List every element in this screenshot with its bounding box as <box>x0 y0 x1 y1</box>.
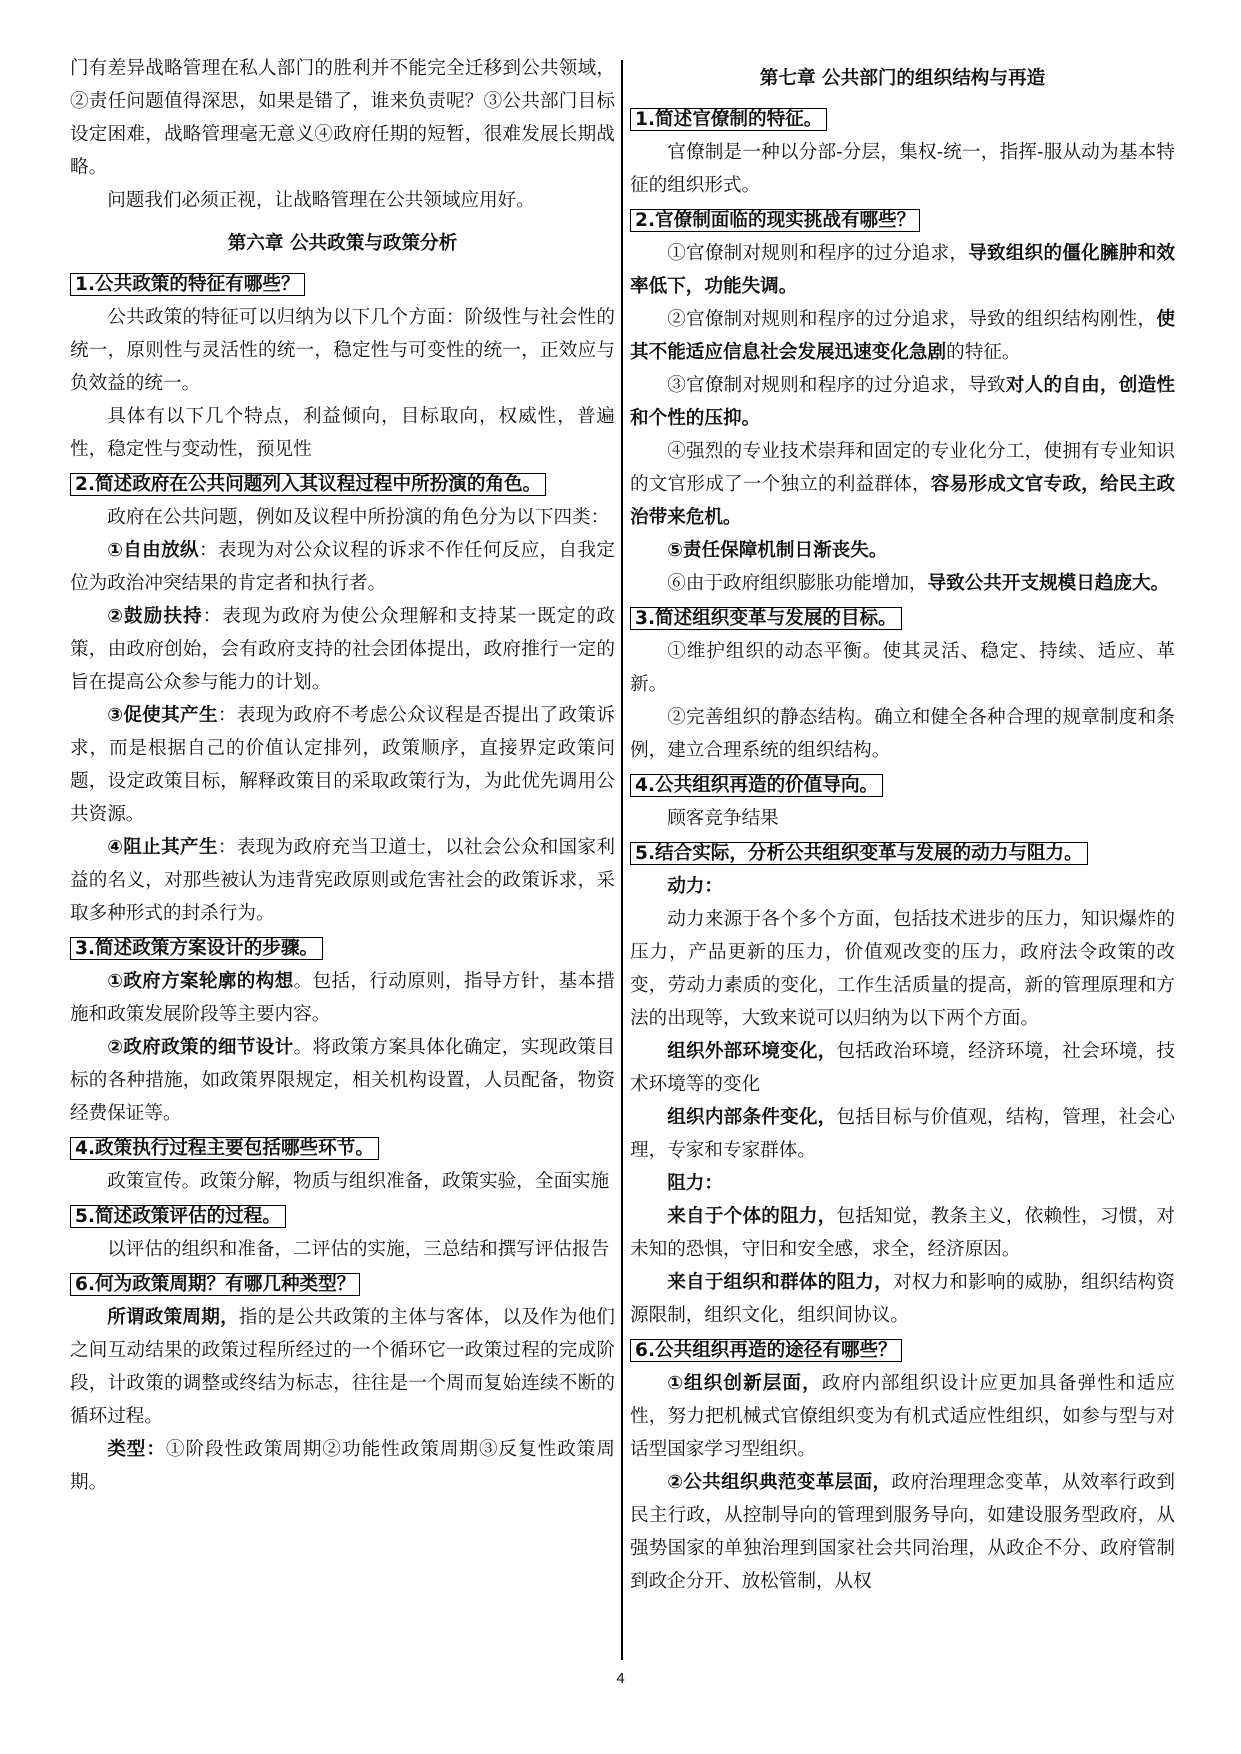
question-heading <box>630 769 1175 802</box>
bold-term: ②政府政策的细节设计 <box>107 1037 294 1058</box>
bold-term: ③促使其产生 <box>107 705 218 726</box>
question-box: 5.简述政策评估的过程。 <box>70 1205 286 1228</box>
bold-term: 来自于个体的阻力， <box>667 1206 837 1227</box>
paragraph <box>630 237 1175 303</box>
question-heading <box>630 103 1175 136</box>
bold-term: ①组织创新层面， <box>667 1373 822 1394</box>
paragraph <box>630 534 1175 567</box>
bold-term: 所谓政策周期， <box>107 1307 239 1328</box>
paragraph-text: ②官僚制对规则和程序的过分追求，导致的组织结构刚性， <box>667 309 1157 330</box>
paragraph <box>630 1266 1175 1332</box>
question-box: 2.简述政府在公共问题列入其议程过程中所扮演的角色。 <box>70 473 546 496</box>
paragraph-text: 对权力和影响的威胁，组织结构资源限制，组织文化，组织间协议。 <box>630 1272 1175 1326</box>
paragraph: 以评估的组织和准备，二评估的实施，三总结和撰写评估报告 <box>107 1239 610 1260</box>
bold-term: ①自由放纵 <box>107 540 199 561</box>
paragraph: 政策宣传。政策分解，物质与组织准备，政策实验，全面实施 <box>107 1171 610 1192</box>
paragraph <box>70 534 615 600</box>
paragraph-text: 。将政策方案具体化确定，实现政策目标的各种措施，如政策界限规定，相关机构设置，人员配备，物资经费保证等。 <box>70 1037 615 1124</box>
chapter-7-title: 第七章 公共部门的组织结构与再造 <box>759 68 1046 89</box>
paragraph <box>630 1035 1175 1101</box>
paragraph: ①维护组织的动态平衡。使其灵活、稳定、持续、适应、革新。 <box>630 641 1175 695</box>
paragraph-text: 指的是公共政策的主体与客体，以及作为他们之间互动结果的政策过程所经过的一个循环它一政策过程的完成阶段，计政策的调整或终结为标志，往往是一个周而复始连续不断的循环过程。 <box>70 1307 615 1427</box>
bold-term: ②鼓励扶持 <box>107 606 203 627</box>
paragraph-text: ⑥由于政府组织膨胀功能增加， <box>667 573 928 594</box>
question-box: 3.简述组织变革与发展的目标。 <box>630 607 902 630</box>
paragraph <box>70 1301 615 1433</box>
column-divider <box>621 60 623 1660</box>
paragraph: 顾客竞争结果 <box>667 808 779 829</box>
paragraph <box>70 965 615 1031</box>
question-heading <box>70 268 615 301</box>
bold-term: 容易形成文官专政，给民主政治带来危机。 <box>630 474 1175 528</box>
bold-term: 导致公共开支规模日趋庞大。 <box>927 573 1170 594</box>
question-box: 4.政策执行过程主要包括哪些环节。 <box>70 1137 379 1160</box>
paragraph-text: 。包括，行动原则，指导方针，基本措施和政策发展阶段等主要内容。 <box>70 971 615 1025</box>
bold-term: 阻力： <box>667 1173 723 1194</box>
paragraph <box>630 1200 1175 1266</box>
question-heading <box>630 204 1175 237</box>
question-box: 6.公共组织再造的途径有哪些？ <box>630 1339 902 1362</box>
paragraph <box>70 699 615 831</box>
chapter-6-title: 第六章 公共政策与政策分析 <box>227 233 458 254</box>
paragraph <box>70 831 615 930</box>
bold-term: 动力： <box>667 876 723 897</box>
paragraph: 官僚制是一种以分部-分层，集权-统一，指挥-服从动为基本特征的组织形式。 <box>630 142 1175 196</box>
right-column <box>630 52 1175 1598</box>
paragraph: 动力来源于各个多个方面，包括技术进步的压力，知识爆炸的压力，产品更新的压力，价值观改变的压力，政府法令政策的改变，劳动力素质的变化，工作生活质量的提高，新的管理原理和方法的出现等，大致来说可以归纳为以下两个方面。 <box>630 909 1175 1029</box>
paragraph <box>70 1433 615 1499</box>
paragraph <box>630 1466 1175 1598</box>
question-heading <box>70 468 615 501</box>
paragraph-text: 包括知觉，教条主义，依赖性，习惯，对未知的恐惧，守旧和安全感，求全，经济原因。 <box>630 1206 1175 1260</box>
bold-term: 来自于组织和群体的阻力， <box>667 1272 893 1293</box>
paragraph-text: ：表现为政府充当卫道士，以社会公众和国家利益的名义，对那些被认为违背宪政原则或危害社会的政策诉求，采取多种形式的封杀行为。 <box>70 837 615 924</box>
bold-term: 导致组织的僵化臃肿和效率低下，功能失调。 <box>630 243 1175 297</box>
paragraph-text: ④强烈的专业技术崇拜和固定的专业化分工，使拥有专业知识的文官形成了一个独立的利益群体， <box>630 441 1175 495</box>
question-box: 6.何为政策周期？有哪几种类型？ <box>70 1273 360 1296</box>
question-heading <box>70 1200 615 1233</box>
bold-term: ①政府方案轮廓的构想 <box>107 971 294 992</box>
bold-term: ⑤责任保障机制日渐丧失。 <box>667 540 888 561</box>
question-box: 2.官僚制面临的现实挑战有哪些？ <box>630 209 920 232</box>
bold-term: 类型： <box>107 1439 166 1460</box>
paragraph-text: 包括政治环境，经济环境，社会环境，技术环境等的变化 <box>630 1041 1175 1095</box>
question-heading <box>630 602 1175 635</box>
paragraph: 政府在公共问题，例如及议程中所扮演的角色分为以下四类： <box>107 507 610 528</box>
bold-term: 使其不能适应信息社会发展迅速变化急剧 <box>630 309 1175 363</box>
paragraph-text: ①阶段性政策周期②功能性政策周期③反复性政策周期。 <box>70 1439 615 1493</box>
paragraph <box>630 435 1175 534</box>
paragraph <box>70 600 615 699</box>
paragraph <box>630 1101 1175 1167</box>
paragraph-text: ：表现为政府为使公众理解和支持某一既定的政策，由政府创始，会有政府支持的社会团体提出，政府推行一定的旨在提高公众参与能力的计划。 <box>70 606 615 693</box>
intro-continuation: 门有差异战略管理在私人部门的胜利并不能完全迁移到公共领域，②责任问题值得深思，如果是错了，谁来负责呢？③公共部门目标设定困难，战略管理毫无意义④政府任期的短暂，很难发展长期战略。 <box>70 58 615 178</box>
paragraph: 公共政策的特征可以归纳为以下几个方面：阶级性与社会性的统一，原则性与灵活性的统一，稳定性与可变性的统一，正效应与负效益的统一。 <box>70 307 615 394</box>
question-box: 3.简述政策方案设计的步骤。 <box>70 937 323 960</box>
paragraph-text: 的特征。 <box>946 342 1021 363</box>
paragraph: ②完善组织的静态结构。确立和健全各种合理的规章制度和条例，建立合理系统的组织结构。 <box>630 707 1175 761</box>
subheading <box>630 870 1175 903</box>
paragraph-text: ①官僚制对规则和程序的过分追求， <box>667 243 969 264</box>
question-heading <box>70 932 615 965</box>
paragraph <box>70 1031 615 1130</box>
bold-term: 对人的自由，创造性和个性的压抑。 <box>630 375 1175 429</box>
bold-term: 组织内部条件变化， <box>667 1107 837 1128</box>
question-heading <box>630 1334 1175 1367</box>
subheading <box>630 1167 1175 1200</box>
paragraph <box>630 1367 1175 1466</box>
question-box: 1.公共政策的特征有哪些？ <box>70 273 305 296</box>
paragraph <box>630 567 1175 600</box>
intro-conclusion: 问题我们必须正视，让战略管理在公共领域应用好。 <box>107 190 535 211</box>
question-box: 5.结合实际，分析公共组织变革与发展的动力与阻力。 <box>630 842 1088 865</box>
left-column <box>70 52 615 1499</box>
page-number: 4 <box>616 1670 625 1687</box>
paragraph-text: 包括目标与价值观，结构，管理，社会心理，专家和专家群体。 <box>630 1107 1175 1161</box>
paragraph <box>630 303 1175 369</box>
question-heading <box>70 1268 615 1301</box>
paragraph-text: 政府治理理念变革，从效率行政到民主行政，从控制导向的管理到服务导向，如建设服务型政府，从强势国家的单独治理到国家社会共同治理，从政企不分、政府管制到政企分开、放松管制，从权 <box>630 1472 1175 1592</box>
question-box: 4.公共组织再造的价值导向。 <box>630 774 883 797</box>
paragraph: 具体有以下几个特点，利益倾向，目标取向，权威性，普遍性，稳定性与变动性，预见性 <box>70 406 615 460</box>
paragraph-text: ：表现为对公众议程的诉求不作任何反应，自我定位为政治冲突结果的肯定者和执行者。 <box>70 540 615 594</box>
paragraph-text: 政府内部组织设计应更加具备弹性和适应性，努力把机械式官僚组织变为有机式适应性组织，如参与型与对话型国家学习型组织。 <box>630 1373 1175 1460</box>
paragraph-text: ③官僚制对规则和程序的过分追求，导致 <box>667 375 1006 396</box>
bold-term: ④阻止其产生 <box>107 837 218 858</box>
question-heading <box>70 1132 615 1165</box>
paragraph <box>630 369 1175 435</box>
bold-term: 组织外部环境变化， <box>667 1041 837 1062</box>
paragraph-text: ：表现为政府不考虑公众议程是否提出了政策诉求，而是根据自己的价值认定排列，政策顺序，直接界定政策问题，设定政策目标，解释政策目的采取政策行为，为此优先调用公共资源。 <box>70 705 615 825</box>
question-box: 1.简述官僚制的特征。 <box>630 108 827 131</box>
bold-term: ②公共组织典范变革层面， <box>667 1472 892 1493</box>
question-heading <box>630 837 1175 870</box>
